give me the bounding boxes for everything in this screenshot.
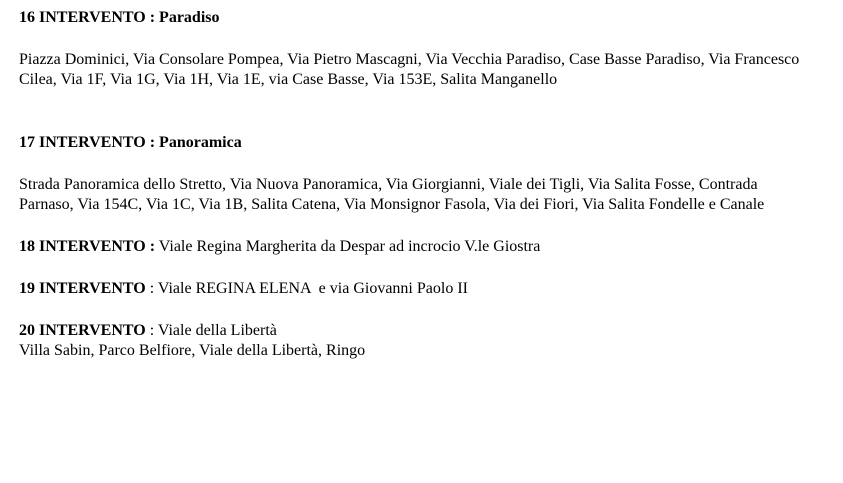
section-heading-19-rest: : Viale REGINA ELENA e via Giovanni Paolo II — [145, 280, 468, 297]
section-heading-20 — [19, 321, 809, 341]
section-heading-16 — [19, 8, 809, 28]
section-heading-17 — [19, 133, 809, 153]
section-heading-20-bold: 20 INTERVENTO — [19, 322, 146, 339]
section-heading-17-bold: 17 INTERVENTO : Panoramica — [19, 134, 242, 151]
document — [19, 8, 809, 361]
section-body-20: Villa Sabin, Parco Belfiore, Viale della Libertà, Ringo — [19, 342, 366, 359]
section-heading-19-bold: 19 INTERVENTO — [19, 280, 146, 297]
section-body-17: Strada Panoramica dello Stretto, Via Nuova Panoramica, Via Giorgianni, Viale dei Tigli, Via Salita Fosse, Contrada Parnaso, Via 154C, Via 1C, Via 1B, Salita Catena, Via Monsignor Fasola, Via dei Fiori, Via Salita Fondelle e Canale — [19, 176, 765, 213]
section-heading-18-rest: Viale Regina Margherita da Despar ad incrocio V.le Giostra — [155, 238, 541, 255]
section-heading-18 — [19, 237, 809, 257]
section-heading-20-rest: : Viale della Libertà — [145, 322, 277, 339]
section-body-16: Piazza Dominici, Via Consolare Pompea, Via Pietro Mascagni, Via Vecchia Paradiso, Case Basse Paradiso, Via Francesco Cilea, Via 1F, Via 1G, Via 1H, Via 1E, via Case Basse, Via 153E, Salita Manganello — [19, 51, 800, 88]
section-heading-19 — [19, 279, 809, 299]
section-heading-16-bold: 16 INTERVENTO : Paradiso — [19, 9, 220, 26]
section-heading-18-bold: 18 INTERVENTO : — [19, 238, 156, 255]
